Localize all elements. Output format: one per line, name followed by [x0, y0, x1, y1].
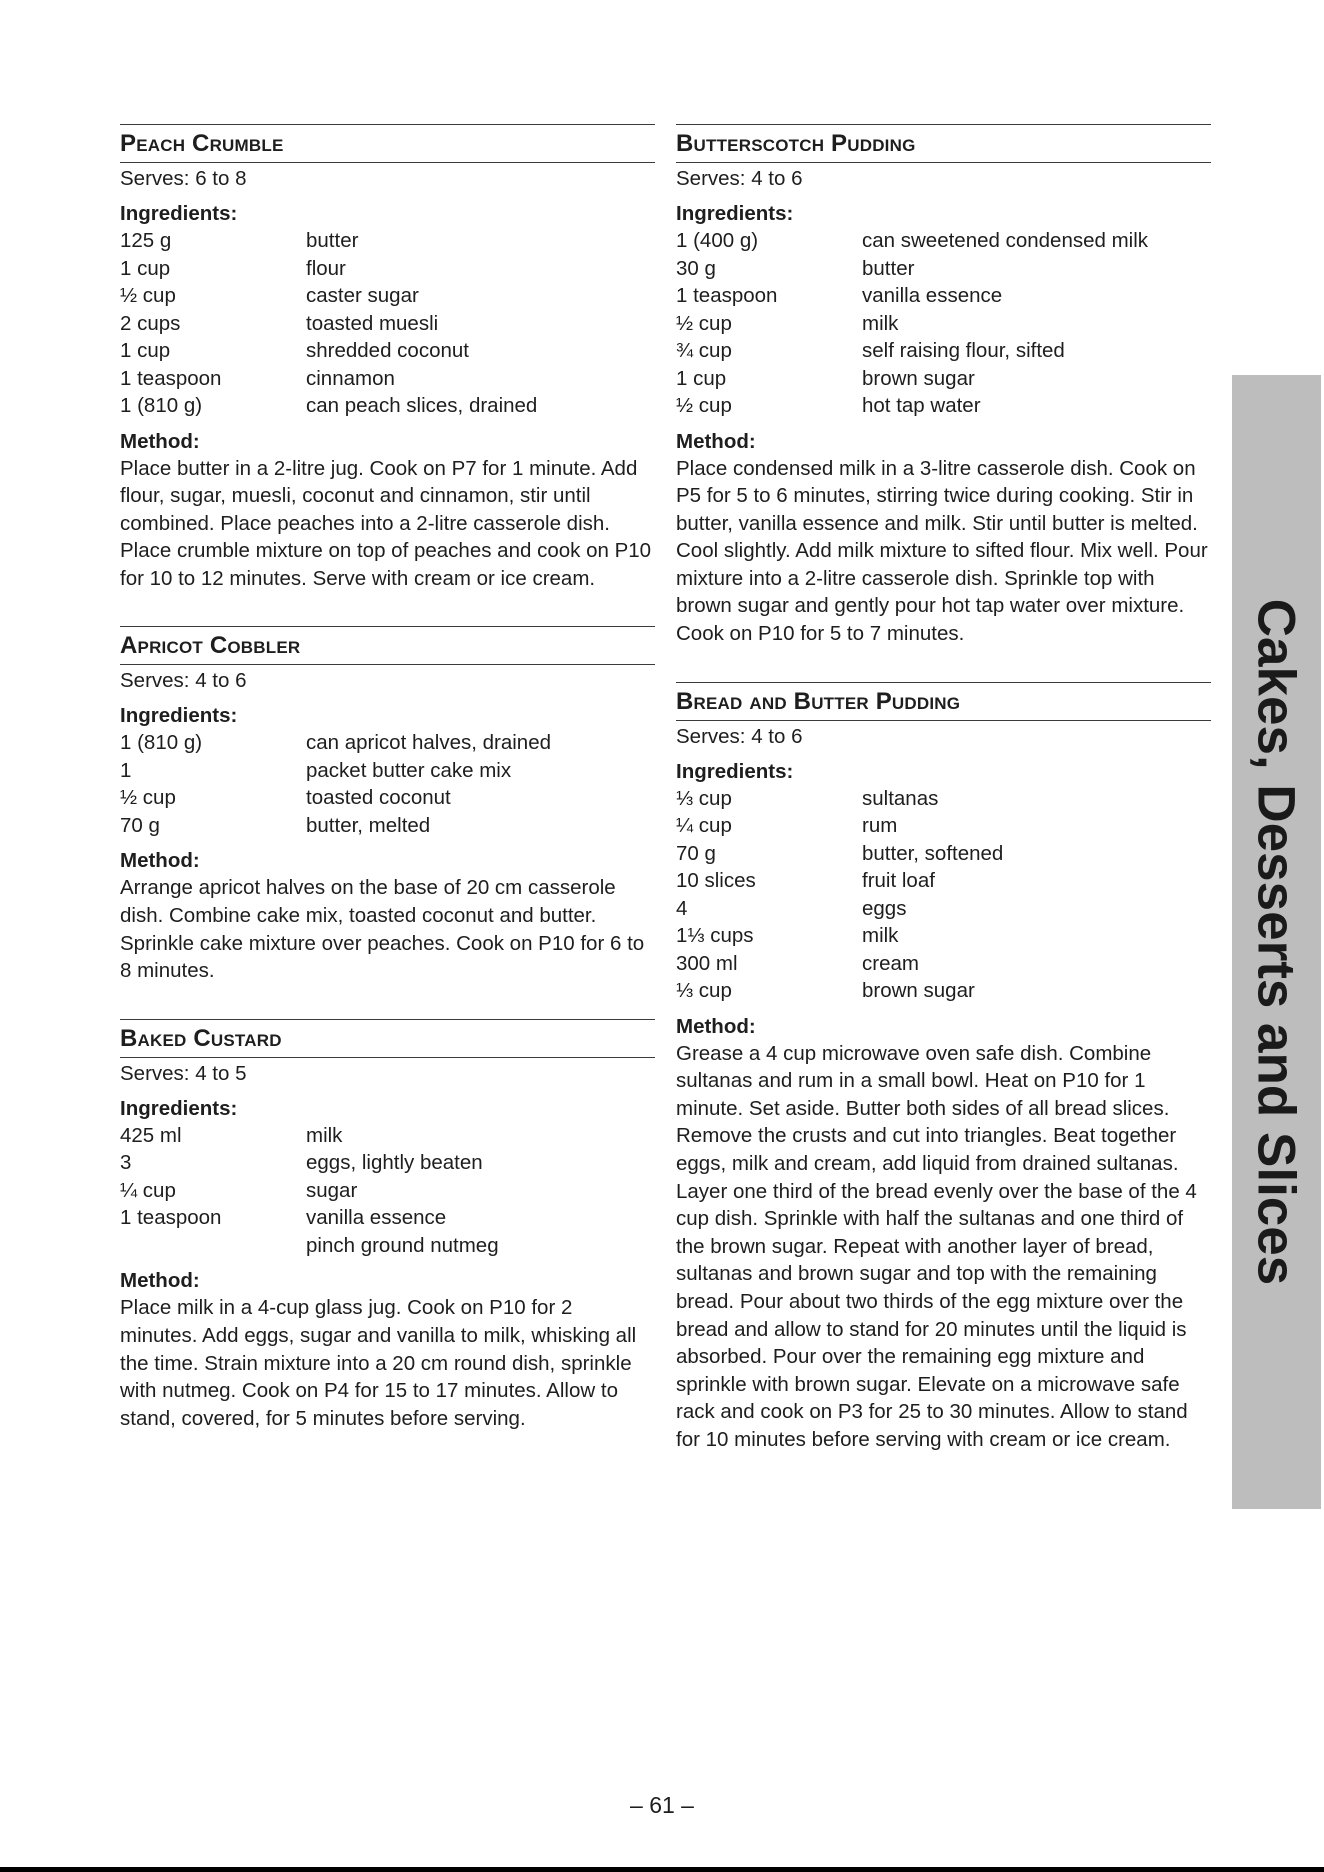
- method-text: Place milk in a 4-cup glass jug. Cook on P10 for 2 minutes. Add eggs, sugar and vanilla to milk, whisking all the time. Strain mixture into a 20 cm round dish, sprinkle with nutmeg. Cook on P4 for 15 to 17 minutes. Allow to stand, covered, for 5 minutes before serving.: [120, 1296, 637, 1430]
- ingredient-row: [120, 337, 655, 365]
- ingredient-row: [120, 1122, 655, 1150]
- recipe-title: Bread and Butter Pudding: [676, 682, 1211, 721]
- ingredient-name: sugar: [306, 1178, 358, 1202]
- recipe-title: Peach Crumble: [120, 124, 655, 163]
- ingredient-quantity: [120, 1232, 306, 1260]
- ingredient-list: [120, 729, 655, 839]
- ingredient-name: toasted coconut: [306, 786, 451, 810]
- ingredient-quantity: ¼ cup: [676, 814, 732, 838]
- ingredient-name: pinch ground nutmeg: [306, 1233, 499, 1257]
- ingredient-row: [676, 227, 1211, 255]
- ingredient-quantity: 2 cups: [120, 311, 181, 335]
- section-side-tab-label: Cakes, Desserts and Slices: [1246, 598, 1306, 1286]
- method-text: Place butter in a 2-litre jug. Cook on P7 for 1 minute. Add flour, sugar, muesli, coconut and cinnamon, stir until combined. Place peaches into a 2-litre casserole dish. Place crumble mixture on top of peaches and cook on P10 for 10 to 12 minutes. Serve with cream or ice cream.: [120, 456, 652, 590]
- ingredient-row: [120, 1177, 655, 1205]
- ingredient-row: [676, 310, 1211, 338]
- ingredient-name: vanilla essence: [306, 1206, 447, 1230]
- ingredient-list: [676, 785, 1211, 1005]
- ingredients-label: Ingredients:: [676, 759, 794, 783]
- method-text: Arrange apricot halves on the base of 20 cm casserole dish. Combine cake mix, toasted coconut and butter. Sprinkle cake mixture over peaches. Cook on P10 for 6 to 8 minutes.: [120, 876, 645, 983]
- ingredient-name: milk: [306, 1123, 343, 1147]
- ingredient-quantity: 1⅓ cups: [676, 924, 754, 948]
- ingredients-label: Ingredients:: [120, 1096, 238, 1120]
- ingredient-row: [120, 282, 655, 310]
- ingredient-quantity: 1 teaspoon: [120, 1206, 222, 1230]
- ingredient-row: [676, 812, 1211, 840]
- ingredient-name: hot tap water: [862, 394, 981, 417]
- ingredient-quantity: ½ cup: [120, 284, 176, 307]
- method-text: Place condensed milk in a 3-litre casserole dish. Cook on P5 for 5 to 6 minutes, stirring twice during cooking. Stir in butter, vanilla essence and milk. Stir until butter is melted. Cool slightly. Add milk mixture to sifted flour. Mix well. Pour mixture into a 2-litre casserole dish. Sprinkle top with brown sugar and gently pour hot tap water over mixture. Cook on P10 for 5 to 7 minutes.: [676, 456, 1208, 646]
- left-column: [120, 124, 655, 1466]
- recipe-peach-crumble: [120, 124, 655, 592]
- recipe-butterscotch-pudding: [676, 124, 1211, 648]
- ingredient-name: butter, softened: [862, 841, 1004, 865]
- serves-text: Serves: 6 to 8: [120, 167, 247, 190]
- ingredient-row: [676, 840, 1211, 868]
- ingredient-row: [120, 365, 655, 393]
- page-number: – 61 –: [630, 1792, 694, 1818]
- ingredient-name: can apricot halves, drained: [306, 731, 552, 755]
- ingredient-quantity: 1 (400 g): [676, 229, 759, 252]
- ingredient-name: eggs: [862, 896, 907, 920]
- ingredient-row: [676, 392, 1211, 420]
- ingredient-quantity: 425 ml: [120, 1123, 182, 1147]
- ingredient-quantity: 1 (810 g): [120, 731, 203, 755]
- ingredient-row: [120, 812, 655, 840]
- ingredient-quantity: 1 teaspoon: [120, 366, 222, 390]
- ingredient-name: milk: [862, 311, 899, 335]
- ingredient-quantity: 1 cup: [120, 339, 171, 362]
- ingredient-name: butter, melted: [306, 813, 431, 837]
- ingredient-quantity: 10 slices: [676, 869, 756, 893]
- ingredient-row: [676, 282, 1211, 310]
- ingredient-name: toasted muesli: [306, 311, 439, 335]
- method-label: Method:: [676, 1014, 756, 1038]
- ingredient-row: [120, 227, 655, 255]
- method-label: Method:: [120, 1269, 200, 1293]
- right-column: [676, 124, 1211, 1488]
- ingredient-row: [120, 784, 655, 812]
- method-label: Method:: [120, 849, 200, 873]
- ingredient-name: fruit loaf: [862, 869, 935, 893]
- ingredient-list: [120, 1122, 655, 1260]
- ingredient-name: caster sugar: [306, 284, 419, 307]
- ingredient-name: butter: [862, 256, 915, 280]
- ingredient-name: rum: [862, 814, 898, 838]
- ingredient-row: [676, 895, 1211, 923]
- ingredient-quantity: 70 g: [676, 841, 716, 865]
- ingredient-quantity: 1 cup: [120, 256, 171, 280]
- ingredient-name: vanilla essence: [862, 284, 1003, 307]
- ingredient-quantity: 125 g: [120, 229, 172, 252]
- ingredient-name: brown sugar: [862, 366, 975, 390]
- ingredient-row: [120, 1204, 655, 1232]
- ingredient-name: cream: [862, 951, 919, 975]
- ingredient-name: self raising flour, sifted: [862, 339, 1065, 362]
- ingredient-row: [120, 757, 655, 785]
- ingredient-quantity: 1 teaspoon: [676, 284, 778, 307]
- ingredient-name: brown sugar: [862, 979, 975, 1003]
- recipe-bread-and-butter-pudding: [676, 682, 1211, 1454]
- ingredients-label: Ingredients:: [120, 704, 238, 728]
- ingredient-name: sultanas: [862, 786, 939, 810]
- ingredient-row: [676, 977, 1211, 1005]
- ingredient-row: [120, 729, 655, 757]
- bottom-border: [0, 1867, 1324, 1872]
- section-side-tab: [1232, 375, 1321, 1509]
- ingredient-quantity: 1 (810 g): [120, 394, 203, 417]
- serves-text: Serves: 4 to 6: [676, 724, 803, 748]
- ingredient-row: [676, 255, 1211, 283]
- serves-text: Serves: 4 to 6: [676, 167, 803, 190]
- ingredient-row: [676, 950, 1211, 978]
- ingredient-quantity: ¼ cup: [120, 1178, 176, 1202]
- ingredient-name: eggs, lightly beaten: [306, 1151, 483, 1175]
- ingredient-name: can peach slices, drained: [306, 394, 538, 417]
- ingredient-name: packet butter cake mix: [306, 758, 512, 782]
- recipe-baked-custard: [120, 1019, 655, 1432]
- ingredient-row: [676, 365, 1211, 393]
- ingredient-quantity: 70 g: [120, 813, 160, 837]
- ingredient-quantity: ⅓ cup: [676, 979, 732, 1003]
- ingredient-quantity: 3: [120, 1151, 132, 1175]
- recipe-title: Baked Custard: [120, 1019, 655, 1058]
- method-label: Method:: [120, 429, 200, 453]
- ingredient-quantity: ⅓ cup: [676, 786, 732, 810]
- ingredient-name: cinnamon: [306, 366, 395, 390]
- ingredient-row: [120, 310, 655, 338]
- ingredient-quantity: 30 g: [676, 256, 716, 280]
- ingredient-quantity: 1 cup: [676, 366, 727, 390]
- ingredient-row: [120, 1149, 655, 1177]
- ingredient-row: [676, 867, 1211, 895]
- ingredient-quantity: ¾ cup: [676, 339, 732, 362]
- ingredient-list: [120, 227, 655, 420]
- ingredient-list: [676, 227, 1211, 420]
- serves-text: Serves: 4 to 5: [120, 1061, 247, 1085]
- ingredient-name: flour: [306, 256, 346, 280]
- ingredient-row: [120, 1232, 655, 1260]
- ingredient-row: [676, 922, 1211, 950]
- ingredient-name: butter: [306, 229, 359, 252]
- ingredient-name: shredded coconut: [306, 339, 469, 362]
- ingredient-quantity: 4: [676, 896, 688, 920]
- ingredient-quantity: 1: [120, 758, 132, 782]
- serves-text: Serves: 4 to 6: [120, 669, 247, 693]
- recipe-title: Butterscotch Pudding: [676, 124, 1211, 163]
- ingredient-name: can sweetened condensed milk: [862, 229, 1149, 252]
- recipe-apricot-cobbler: [120, 626, 655, 984]
- ingredient-name: milk: [862, 924, 899, 948]
- method-text: Grease a 4 cup microwave oven safe dish. Combine sultanas and rum in a small bowl. Heat on P10 for 1 minute. Set aside. Butter both sides of all bread slices. Remove the crusts and cut into triangles. Beat together eggs, milk and cream, add liquid from drained sultanas. Layer one third of the bread evenly over the base of the 4 cup dish. Sprinkle with half the sultanas and one third of the brown sugar. Repeat with another layer of bread, sultanas and brown sugar and top with the remaining bread. Pour about two thirds of the egg mixture over the bread and allow to stand for 20 minutes until the liquid is absorbed. Pour over the remaining egg mixture and sprinkle with brown sugar. Elevate on a microwave safe rack and cook on P3 for 25 to 30 minutes. Allow to stand for 10 minutes before serving with cream or ice cream.: [676, 1041, 1197, 1451]
- ingredient-row: [120, 392, 655, 420]
- ingredients-label: Ingredients:: [120, 202, 238, 225]
- ingredient-quantity: 300 ml: [676, 951, 738, 975]
- ingredient-row: [676, 785, 1211, 813]
- ingredient-row: [676, 337, 1211, 365]
- ingredient-quantity: ½ cup: [676, 311, 732, 335]
- ingredient-quantity: ½ cup: [120, 786, 176, 810]
- ingredient-quantity: ½ cup: [676, 394, 732, 417]
- recipe-title: Apricot Cobbler: [120, 626, 655, 665]
- ingredient-row: [120, 255, 655, 283]
- ingredients-label: Ingredients:: [676, 202, 794, 225]
- method-label: Method:: [676, 429, 756, 453]
